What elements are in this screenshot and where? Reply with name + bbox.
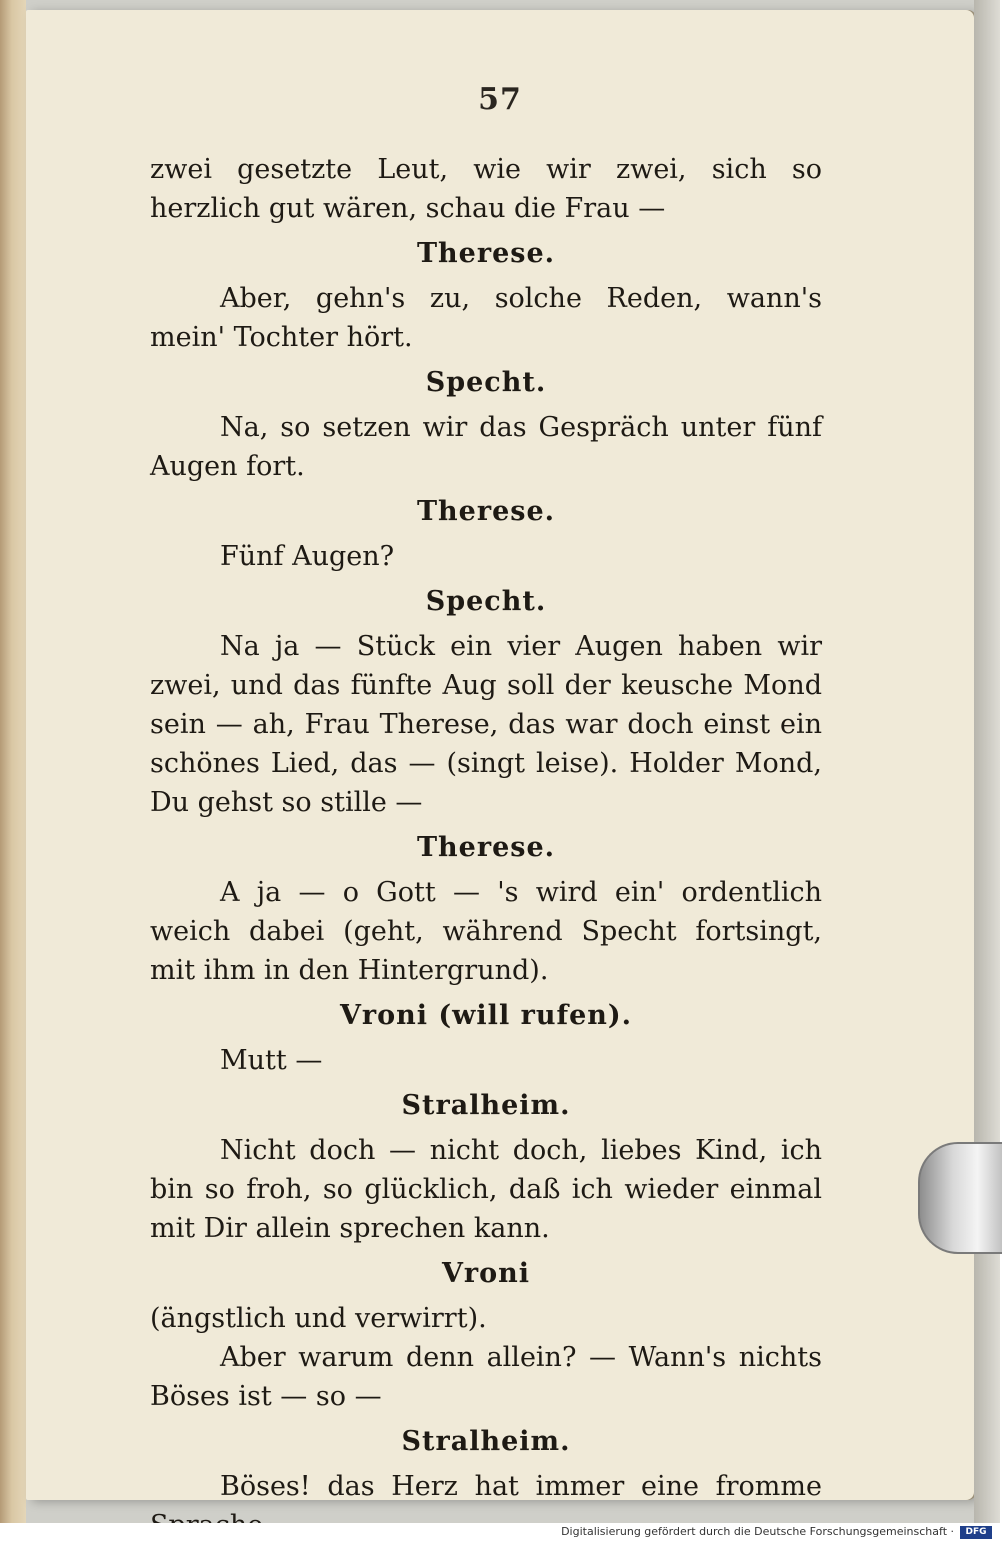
book-page	[26, 10, 974, 1500]
speaker-name: Vroni	[441, 1258, 531, 1289]
text-line: A ja — o Gott — 's wird ein' ordentlich weich dabei (geht, während Specht fortsingt, mit ihm in den Hintergrund).	[150, 877, 822, 986]
text-line: Böses! das Herz hat immer eine fromme	[220, 1471, 822, 1502]
scanner-edge	[974, 0, 1000, 1523]
speaker-name: Stralheim.	[401, 1426, 571, 1457]
speaker-name: Specht.	[425, 367, 547, 398]
dfg-logo-icon: DFG	[960, 1526, 992, 1539]
text-line: Na ja — Stück ein vier Augen haben wir zwei, und das fünfte Aug soll der keusche Mond sein — ah, Frau Therese, das war doch einst ein schönes Lied, das — (singt leise). Holder Mond, Du gehst so stille —	[150, 631, 822, 818]
page-number: 57	[478, 82, 522, 117]
text-line: zwei gesetzte Leut, wie wir zwei, sich so herzlich gut wären, schau die Frau —	[150, 154, 822, 224]
speaker-name: Therese.	[416, 238, 556, 269]
text-line: Fünf Augen?	[220, 541, 395, 572]
text-line: Mutt —	[220, 1045, 323, 1076]
text-line: Aber, gehn's zu, solche Reden, wann's mein' Tochter hört.	[150, 283, 822, 353]
speaker-name: Specht.	[425, 586, 547, 617]
previous-page-edge	[0, 0, 26, 1523]
speaker-name: Therese.	[416, 832, 556, 863]
footer-bar	[0, 1523, 1000, 1543]
speaker-name: Vroni (will rufen).	[339, 1000, 633, 1031]
stage-direction: (ängstlich und verwirrt).	[150, 1303, 487, 1334]
page-clip	[918, 1142, 1002, 1254]
text-line: Na, so setzen wir das Gespräch unter fünf Augen fort.	[150, 412, 822, 482]
footer-credit: Digitalisierung gefördert durch die Deutsche Forschungsgemeinschaft ·	[561, 1525, 954, 1538]
text-line: Nicht doch — nicht doch, liebes Kind, ich bin so froh, so glücklich, daß ich wieder einmal mit Dir allein sprechen kann.	[150, 1135, 822, 1244]
speaker-name: Stralheim.	[401, 1090, 571, 1121]
page-text	[150, 150, 822, 1545]
speaker-name: Therese.	[416, 496, 556, 527]
text-line: Aber warum denn allein? — Wann's nichts Böses ist — so —	[150, 1342, 822, 1412]
